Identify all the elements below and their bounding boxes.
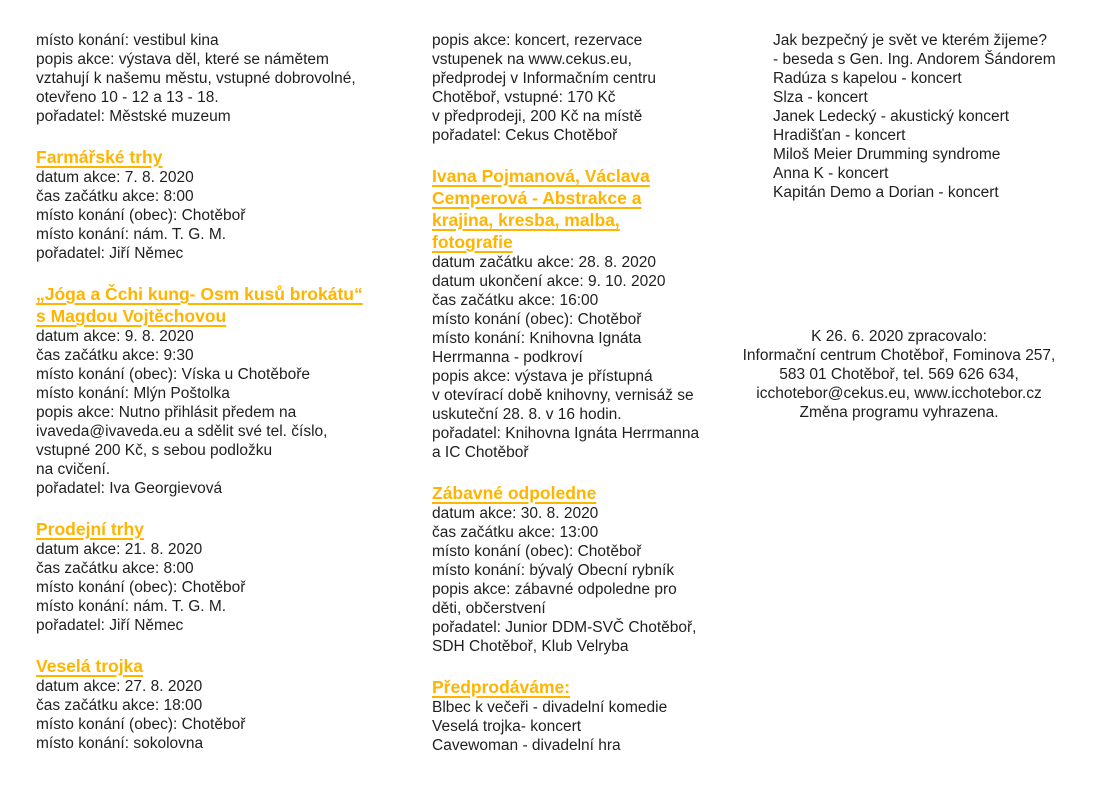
text-line: místo konání: Knihovna Ignáta xyxy=(432,330,642,347)
event-section-predprodavame xyxy=(432,676,742,755)
text-line: místo konání (obec): Chotěboř xyxy=(432,543,642,560)
text-line: a IC Chotěboř xyxy=(432,444,529,461)
text-line: Miloš Meier Drumming syndrome xyxy=(773,146,1001,163)
footer-line: Změna programu vyhrazena. xyxy=(799,404,999,421)
text-line: datum akce: 27. 8. 2020 xyxy=(36,678,203,695)
text-line: uskuteční 28. 8. v 16 hodin. xyxy=(432,406,622,423)
section-title-line: Prodejní trhy xyxy=(36,519,144,539)
text-line: vztahují k našemu městu, vstupné dobrovolné, xyxy=(36,70,356,87)
text-line: děti, občerstvení xyxy=(432,600,546,617)
section-title-line: Ivana Pojmanová, Václava xyxy=(432,166,650,186)
column-3 xyxy=(773,31,1103,202)
text-line: Janek Ledecký - akustický koncert xyxy=(773,108,1010,125)
footer-line: Informační centrum Chotěboř, Fominova 257, xyxy=(742,347,1056,364)
text-line: SDH Chotěboř, Klub Velryba xyxy=(432,638,629,655)
text-line: popis akce: výstava je přístupná xyxy=(432,368,653,385)
text-line: datum akce: 9. 8. 2020 xyxy=(36,328,194,345)
text-line: popis akce: koncert, rezervace xyxy=(432,32,643,49)
text-line: čas začátku akce: 16:00 xyxy=(432,292,599,309)
text-line: datum akce: 7. 8. 2020 xyxy=(36,169,194,186)
text-line: čas začátku akce: 13:00 xyxy=(432,524,599,541)
event-section-prodejni-trhy xyxy=(36,518,406,635)
text-line: vstupné 200 Kč, s sebou podložku xyxy=(36,442,273,459)
footer-line: K 26. 6. 2020 zpracovalo: xyxy=(811,328,987,345)
event-details-continued xyxy=(432,31,742,145)
text-line: popis akce: výstava děl, které se námětem xyxy=(36,51,329,68)
text-line: Radúza s kapelou - koncert xyxy=(773,70,962,87)
text-line: pořadatel: Cekus Chotěboř xyxy=(432,127,618,144)
contact-footer xyxy=(726,327,1072,422)
footer-line: icchotebor@cekus.eu, www.icchotebor.cz xyxy=(756,385,1042,402)
text-line: místo konání: nám. T. G. M. xyxy=(36,598,227,615)
text-line: pořadatel: Iva Georgievová xyxy=(36,480,223,497)
event-section-vystava-abstrakce xyxy=(432,165,742,462)
text-line: Slza - koncert xyxy=(773,89,868,106)
text-line: - beseda s Gen. Ing. Andorem Šándorem xyxy=(773,51,1056,68)
text-line: Cavewoman - divadelní hra xyxy=(432,737,621,754)
text-line: datum ukončení akce: 9. 10. 2020 xyxy=(432,273,666,290)
section-title-line: s Magdou Vojtěchovou xyxy=(36,306,227,326)
text-line: místo konání: Mlýn Poštolka xyxy=(36,385,230,402)
footer-line: 583 01 Chotěboř, tel. 569 626 634, xyxy=(779,366,1019,383)
text-line: místo konání (obec): Víska u Chotěboře xyxy=(36,366,310,383)
section-title-line: Veselá trojka xyxy=(36,656,144,676)
section-title-line: Farmářské trhy xyxy=(36,147,163,167)
event-section-vesela-trojka xyxy=(36,655,406,753)
text-line: místo konání: bývalý Obecní rybník xyxy=(432,562,675,579)
event-section-joga-cchi-kung xyxy=(36,283,406,498)
text-line: místo konání: vestibul kina xyxy=(36,32,219,49)
text-line: Hradišťan - koncert xyxy=(773,127,906,144)
text-line: ivaveda@ivaveda.eu a sdělit své tel. číslo, xyxy=(36,423,328,440)
text-line: na cvičení. xyxy=(36,461,111,478)
text-line: datum akce: 30. 8. 2020 xyxy=(432,505,599,522)
text-line: Chotěboř, vstupné: 170 Kč xyxy=(432,89,616,106)
text-line: Blbec k večeři - divadelní komedie xyxy=(432,699,668,716)
text-line: datum akce: 21. 8. 2020 xyxy=(36,541,203,558)
text-line: vstupenek na www.cekus.eu, xyxy=(432,51,632,68)
text-line: Veselá trojka- koncert xyxy=(432,718,582,735)
text-line: pořadatel: Knihovna Ignáta Herrmanna xyxy=(432,425,700,442)
text-line: pořadatel: Jiří Němec xyxy=(36,617,184,634)
text-line: Jak bezpečný je svět ve kterém žijeme? xyxy=(773,32,1047,49)
column-2 xyxy=(432,31,742,755)
text-line: pořadatel: Městské muzeum xyxy=(36,108,231,125)
text-line: pořadatel: Junior DDM-SVČ Chotěboř, xyxy=(432,619,697,636)
text-line: čas začátku akce: 18:00 xyxy=(36,697,203,714)
text-line: čas začátku akce: 9:30 xyxy=(36,347,194,364)
text-line: Kapitán Demo a Dorian - koncert xyxy=(773,184,999,201)
event-section-farmarske-trhy xyxy=(36,146,406,263)
section-title-line: krajina, kresba, malba, xyxy=(432,210,620,230)
section-title-line: fotografie xyxy=(432,232,513,252)
text-line: popis akce: zábavné odpoledne pro xyxy=(432,581,677,598)
text-line: místo konání: sokolovna xyxy=(36,735,204,752)
text-line: datum začátku akce: 28. 8. 2020 xyxy=(432,254,657,271)
text-line: předprodej v Informačním centru xyxy=(432,70,656,87)
section-title-line: Zábavné odpoledne xyxy=(432,483,597,503)
text-line: Anna K - koncert xyxy=(773,165,889,182)
section-title-line: „Jóga a Čchi kung- Osm kusů brokátu“ xyxy=(36,284,363,304)
event-section-zabavne-odpoledne xyxy=(432,482,742,656)
text-line: místo konání: nám. T. G. M. xyxy=(36,226,227,243)
text-line: otevřeno 10 - 12 a 13 - 18. xyxy=(36,89,219,106)
event-details-continued xyxy=(36,31,406,126)
text-line: čas začátku akce: 8:00 xyxy=(36,560,194,577)
events-list xyxy=(773,31,1103,202)
text-line: v předprodeji, 200 Kč na místě xyxy=(432,108,643,125)
text-line: popis akce: Nutno přihlásit předem na xyxy=(36,404,297,421)
section-title-line: Předprodáváme: xyxy=(432,677,571,697)
text-line: místo konání (obec): Chotěboř xyxy=(432,311,642,328)
text-line: čas začátku akce: 8:00 xyxy=(36,188,194,205)
text-line: místo konání (obec): Chotěboř xyxy=(36,579,246,596)
text-line: v otevírací době knihovny, vernisáž se xyxy=(432,387,694,404)
section-title-line: Cemperová - Abstrakce a xyxy=(432,188,642,208)
text-line: Herrmanna - podkroví xyxy=(432,349,583,366)
text-line: místo konání (obec): Chotěboř xyxy=(36,207,246,224)
text-line: pořadatel: Jiří Němec xyxy=(36,245,184,262)
column-1 xyxy=(36,31,406,753)
text-line: místo konání (obec): Chotěboř xyxy=(36,716,246,733)
